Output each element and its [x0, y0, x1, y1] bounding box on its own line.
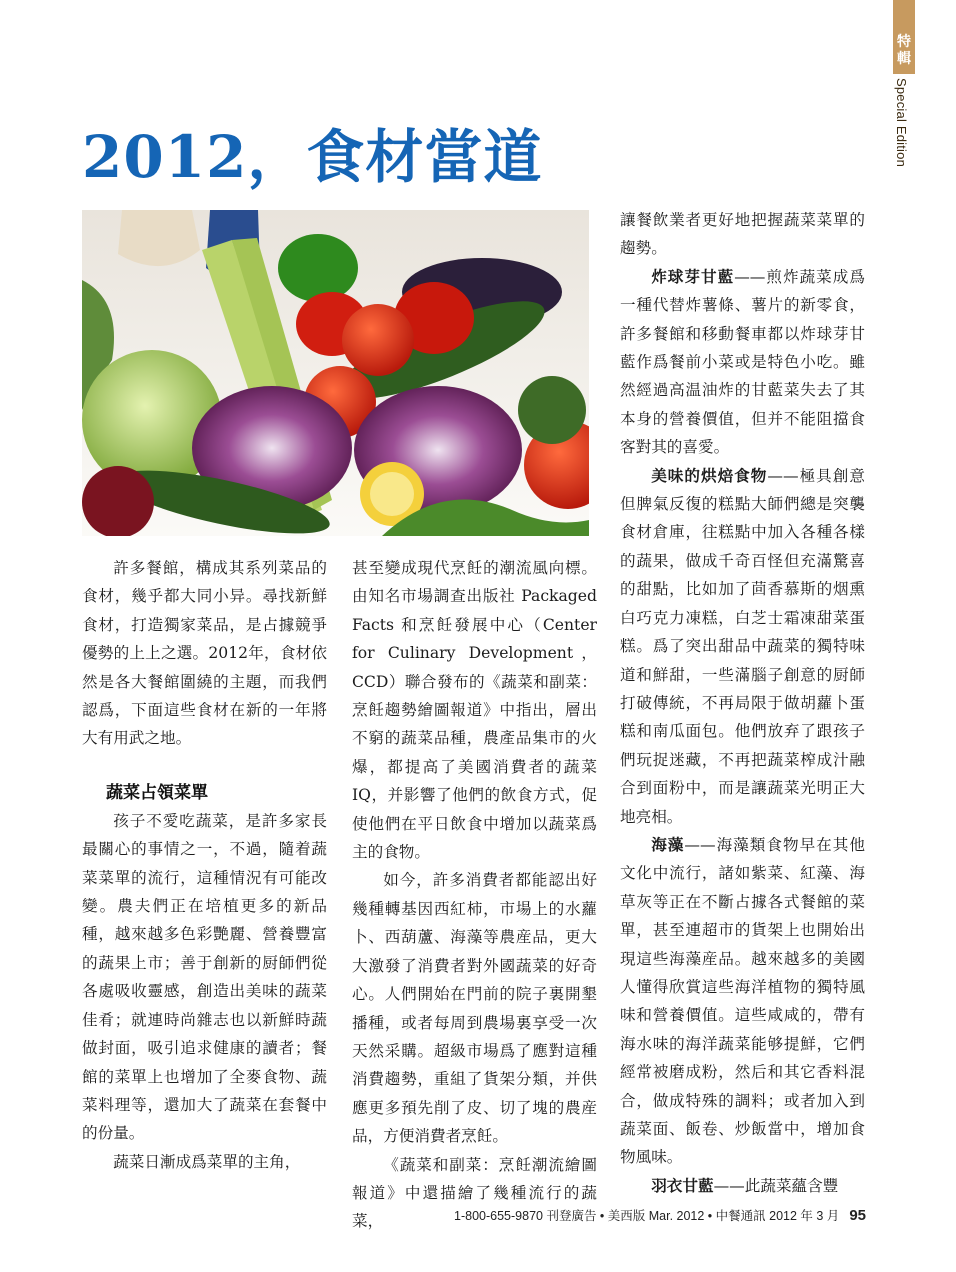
item-baked-goods [620, 462, 865, 831]
section-tab-label: 特輯 [897, 34, 911, 67]
col3-paragraph-1: 讓餐飲業者更好地把握蔬菜菜單的趨勢。 [620, 211, 865, 258]
col1-paragraph-2: 孩子不愛吃蔬菜，是許多家長最關心的事情之一，不過，隨着蔬菜菜單的流行，這種情況有可能改變。農夫們正在培植更多的新品種，越來越多色彩艷麗、營養豐富的蔬果上市；善于創新的厨師們從各處吸收靈感，創造出美味的蔬菜佳肴；就連時尚雜志也以新鮮時蔬做封面，吸引追求健康的讀者；餐館的菜單上也增加了全麥食物、蔬菜料理等，還加大了蔬菜在套餐中的份量。 [82, 811, 327, 1143]
page-number: 95 [849, 1207, 866, 1224]
col2-paragraph-1: 甚至變成現代烹飪的潮流風向標。由知名市場調查出版社 Packaged Facts 和烹飪發展中心（Center for Culinary Development，CCD）聯合發布的《蔬菜和副菜：烹飪趨勢繪圖報道》中指出，層出不窮的蔬菜品種，農產品集市的火爆，都提高了美國消費者的蔬菜 IQ，并影響了他們的飲食方式，促使他們在平日飲食中增加以蔬菜爲主的食物。 [352, 559, 597, 862]
col1-paragraph-1: 許多餐館，構成其系列菜品的食材，幾乎都大同小异。尋找新鮮食材，打造獨家菜品，是占據競爭優勢的上上之選。2012年，食材依然是各大餐館圍繞的主題，而我們認爲，下面這些食材在新的一年將大有用武之地。 [82, 559, 327, 748]
item-fried-brussels-sprouts [620, 263, 865, 462]
footer-info: 1-800-655-9870 刊登廣告 • 美西版 Mar. 2012 • 中餐通訊 2012 年 3 月 [454, 1209, 840, 1223]
col2-paragraph-3: 《蔬菜和副菜：烹飪潮流繪圖報道》中還描繪了幾種流行的蔬菜， [352, 1155, 597, 1231]
item-seaweed [620, 831, 865, 1172]
section-heading-vegetables: 蔬菜占領菜單 [106, 782, 208, 803]
column-3 [620, 206, 865, 1200]
item-text-kale: ——此蔬菜蘊含豐 [713, 1176, 839, 1195]
item-text-seaweed: ——海藻類食物早在其他文化中流行，諸如紫菜、紅藻、海草灰等正在不斷占據各式餐館的菜單，甚至連超市的貨架上也開始出現這些海藻産品。越來越多的美國人懂得欣賞這些海洋植物的獨特風味和營養價值。這些咸咸的，帶有海水味的海洋蔬菜能够提鮮，它們經常被磨成粉，然后和其它香料混合，做成特殊的調料；或者加入到蔬菜面、飯卷、炒飯當中，增加食物風味。 [620, 835, 865, 1167]
column-1 [82, 554, 327, 1176]
column-2 [352, 554, 597, 1236]
item-text-baked-goods: ——極具創意但脾氣反復的糕點大師們總是突襲食材倉庫，往糕點中加入各種各樣的蔬果，做成千奇百怪但充滿驚喜的甜點，比如加了茴香慕斯的烟熏白巧克力凍糕，白芝士霜凍甜菜蛋糕。爲了突出甜品中蔬菜的獨特味道和鮮甜，一些滿腦子創意的厨師打破傳統，不再局限于做胡蘿卜蛋糕和南瓜面包。他們放弃了跟孩子們玩捉迷藏，不再把蔬菜榨成汁融合到面粉中，而是讓蔬菜光明正大地亮相。 [620, 466, 865, 826]
page-footer [0, 1206, 866, 1224]
section-tab-english: Special Edition [894, 78, 909, 167]
item-text-brussels-sprouts: ——煎炸蔬菜成爲一種代替炸薯條、薯片的新零食，許多餐館和移動餐車都以炸球芽甘藍作爲餐前小菜或是特色小吃。雖然經過高温油炸的甘藍菜失去了其本身的營養價值，但并不能阻擋食客對其的喜愛。 [620, 267, 865, 457]
item-heading-seaweed: 海藻 [651, 834, 685, 854]
item-heading-brussels-sprouts: 炸球芽甘藍 [651, 266, 735, 286]
item-heading-kale: 羽衣甘藍 [651, 1175, 714, 1195]
col2-paragraph-2: 如今，許多消費者都能認出好幾種轉基因西紅柿，市場上的水蘿卜、西葫蘆、海藻等農産品，更大大激發了消費者對外國蔬菜的好奇心。人們開始在門前的院子裏開墾播種，或者每周到農場裏享受一次天然采購。超級市場爲了應對這種消費趨勢，重組了貨架分類，并供應更多預先削了皮、切了塊的農産品，方便消費者烹飪。 [352, 871, 597, 1146]
col1-paragraph-3: 蔬菜日漸成爲菜單的主角， [113, 1152, 301, 1171]
article-title: 2012，食材當道 [82, 123, 543, 191]
item-heading-baked-goods: 美味的烘焙食物 [651, 465, 768, 485]
item-kale [620, 1172, 865, 1200]
vegetables-photo [82, 210, 589, 536]
